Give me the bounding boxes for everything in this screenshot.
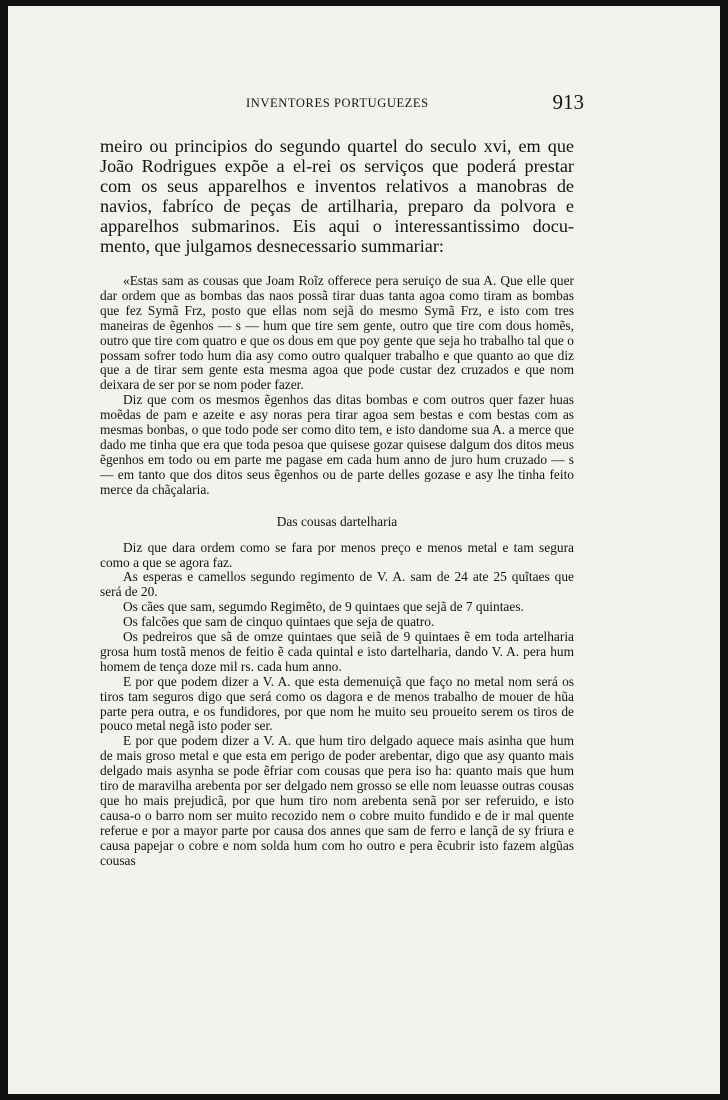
- book-page: [8, 6, 720, 1094]
- section-title: Das cousas dartelharia: [276, 513, 398, 529]
- quote-paragraph: «Estas sam as cousas que Joam Roĩz offerece pera seruiço de sua A. Que elle quer dar ordem que as bombas das naos possã tirar duas tanta agoa como tiram as bombas que fez Symã Frz, posto que ellas nom sejã do mesmo Symã Frz, e isto com tres maneiras de ẽgenhos — s — hum que tire sem gente, outro que tire com dous homẽs, outro que tire com quatro e que os dous em que poy gente que seja ho trabalho tal que o possam sofrer todo hum dia asy como outro qualquer trabalho e que quanto ao que diz que a de tirar sem gente esta mesma agoa que pode custar dez cruzados e que nom deixara de ser por se nom poder fazer.: [100, 273, 574, 393]
- intro-line: João Rodrigues expõe a el-rei os serviços que poderá prestar: [100, 156, 574, 176]
- quote-paragraph: E por que podem dizer a V. A. que esta demenuiçã que faço no metal nom será os tiros tam seguros digo que será como os dagora e de menos trabalho de mouer de hũa parte pera outra, e os fundidores, por que nom he muito seu proueito serem os tiros de pouco metal negã isto poder ser.: [100, 673, 574, 734]
- page-header: [8, 90, 720, 116]
- quote-paragraph: Diz que com os mesmos ẽgenhos das ditas bombas e com outros quer fazer huas moẽdas de pam e azeite e asy noras pera tirar agoa sem bestas e com bestas com as mesmas bonbas, o que todo pode ser como dito tem, e isto dandome sua A. a merce que dado me tinha que era que toda pesoa que quisese gozar quisese dalgum dos ditos meus ẽgenhos em todo ou em parte me pagase em cada hum anno de juro hum cruzado — s — em tanto que dos ditos seus ẽgenhos ou de parte delles gozase e asy lhe tinha feito merce da chãçalaria.: [100, 392, 574, 497]
- quote-paragraph: Os cães que sam, segumdo Regimẽto, de 9 quintaes que sejã de 7 quintaes.: [123, 599, 524, 615]
- quote-paragraph: E por que podem dizer a V. A. que hum tiro delgado aquece mais asinha que hum de mais groso metal e que esta em perigo de poder arebentar, digo que asy quanto mais delgado mais asynha se pode ẽfriar com cousas que pera iso ha: quanto mais que hum tiro de maravilha arebenta por ser delgado nem grosso se elle nom leuasse outras cousas que ho mais prejudicã, por que hum tiro nom arebenta senã por ser referuido, e isto causa-o o barro nom ser muito recozido nem o cobre muito fundido e de ir mal quente referue e por a mayor parte por causa dos annes que sam de ferro e lançã de sy friura e causa papejar o cobre e nom solda hum com ho outro e pera ẽcubrir isto fazem algũas cousas: [100, 733, 574, 868]
- page-number: 913: [552, 90, 584, 114]
- intro-line: navios, fabríco de peças de artilharia, preparo da polvora e: [100, 196, 574, 216]
- running-title: INVENTORES PORTUGUEZES: [246, 96, 429, 110]
- quoted-document: [100, 274, 574, 869]
- intro-line: meiro ou principios do segundo quartel do seculo xvi, em que: [100, 136, 574, 156]
- quote-paragraph: As esperas e camellos segundo regimento de V. A. sam de 24 ate 25 quĩtaes que será de 20.: [100, 569, 574, 600]
- intro-line: mento, que julgamos desnecessario summariar:: [100, 236, 444, 256]
- quote-paragraph: Os pedreiros que sã de omze quintaes que seiã de 9 quintaes ẽ em toda artelharia grosa hum tostã menos de feitio ẽ cada quintal e isto dartelharia, dando V. A. pera hum homem de tença doze mil rs. cada hum anno.: [100, 629, 574, 674]
- intro-line: com os seus apparelhos e inventos relativos a manobras de: [100, 176, 574, 196]
- intro-line: apparelhos submarinos. Eis aqui o interessantissimo docu-: [100, 216, 574, 236]
- intro-paragraph: [100, 136, 574, 256]
- quote-paragraph: Diz que dara ordem como se fara por menos preço e menos metal e tam segura como a que se agora faz.: [100, 539, 574, 570]
- quote-paragraph: Os falcões que sam de cinquo quintaes que seja de quatro.: [123, 614, 435, 630]
